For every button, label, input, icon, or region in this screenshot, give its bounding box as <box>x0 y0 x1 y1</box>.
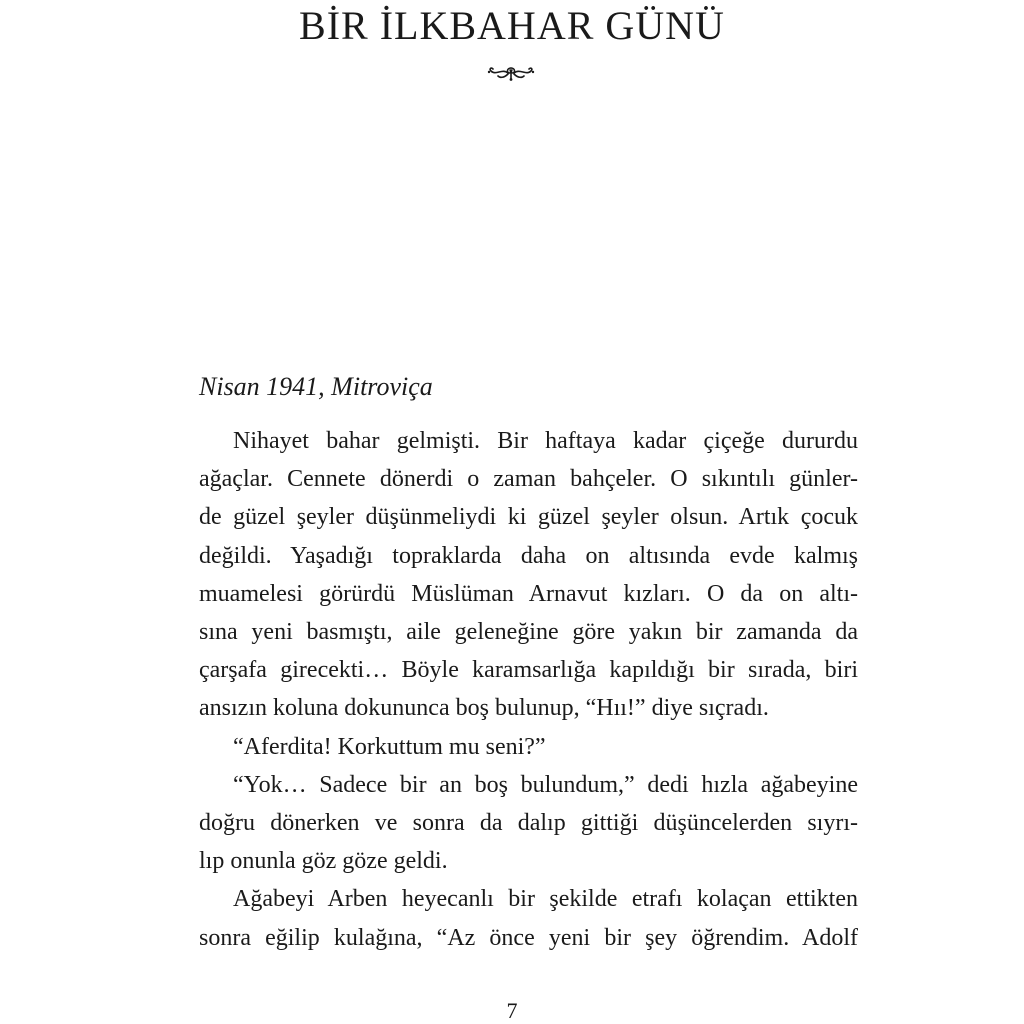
text-line: doğru dönerken ve sonra da dalıp gittiği düşüncelerden sıyrı- <box>199 810 858 837</box>
paragraph <box>165 728 858 766</box>
text-line: de güzel şeyler düşünmeliydi ki güzel şeyler olsun. Artık çocuk <box>199 504 858 531</box>
text-line: lıp onunla göz göze geldi. <box>199 848 448 875</box>
text-line: “Yok… Sadece bir an boş bulundum,” dedi hızla ağabeyine <box>233 771 858 798</box>
text-line: ağaçlar. Cennete dönerdi o zaman bahçeler. O sıkıntılı günler- <box>199 466 858 493</box>
text-line: Nihayet bahar gelmişti. Bir haftaya kadar çiçeğe dururdu <box>233 428 858 454</box>
text-line: değildi. Yaşadığı topraklarda daha on altısında evde kalmış <box>199 542 858 569</box>
chapter-title: BİR İLKBAHAR GÜNÜ <box>299 3 725 48</box>
paragraph <box>165 880 858 956</box>
text-line: sonra eğilip kulağına, “Az önce yeni bir şey öğrendim. Adolf <box>199 924 858 951</box>
paragraph <box>165 766 858 881</box>
text-line: muamelesi görürdü Müslüman Arnavut kızları. O da on altı- <box>199 580 858 607</box>
text-line: ansızın koluna dokununca boş bulunup, “Hıı!” diye sıçradı. <box>199 695 769 722</box>
text-line: Ağabeyi Arben heyecanlı bir şekilde etrafı kolaçan ettikten <box>233 886 858 913</box>
text-line: sına yeni basmıştı, aile geleneğine göre yakın bir zamanda da <box>199 619 858 646</box>
text-line: “Aferdita! Korkuttum mu seni?” <box>233 733 546 760</box>
body-text <box>165 422 858 957</box>
dateline: Nisan 1941, Mitroviça <box>199 372 433 401</box>
paragraph <box>165 422 858 728</box>
floral-ornament-icon <box>486 64 536 82</box>
text-line: çarşafa girecekti… Böyle karamsarlığa kapıldığı bir sırada, biri <box>199 657 858 684</box>
page-number: 7 <box>506 998 518 1023</box>
